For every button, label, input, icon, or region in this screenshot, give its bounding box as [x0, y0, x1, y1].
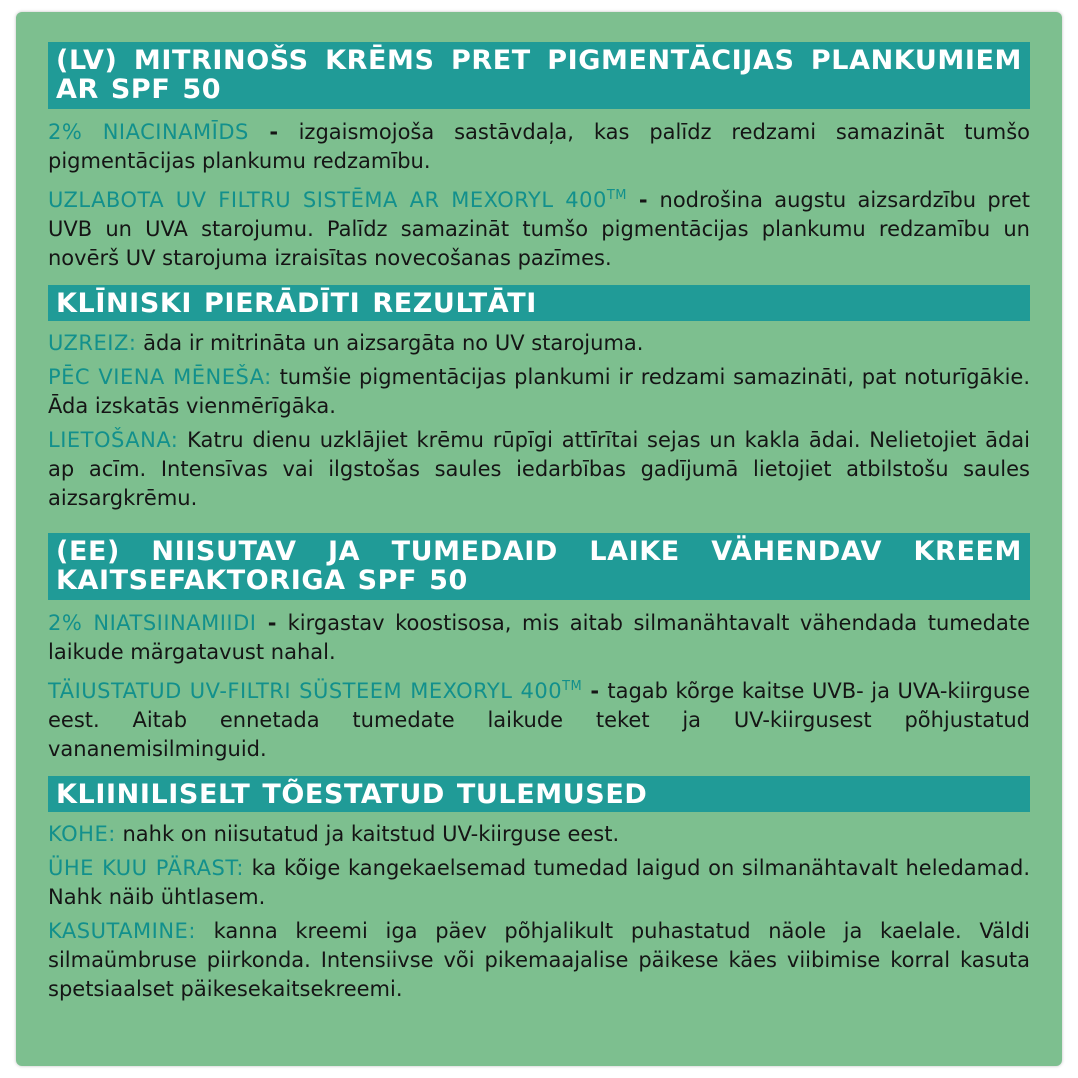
lv-title: (LV) MITRINOŠS KRĒMS PRET PIGMENTĀCIJAS PLANKUMIEM AR SPF 50 — [48, 42, 1030, 109]
lv-item-uv-filter-sep: - — [627, 188, 660, 212]
ee-item-niacinamide — [48, 609, 1030, 667]
lv-item-uv-filter-text: nodrošina augstu aizsardzību pret UVB un UVA starojumu. Palīdz samazināt tumšo pigmentācijas plankumu redzamību un novērš UV starojuma izraisītas novecošanas pazīmes. — [48, 188, 1030, 270]
lv-item-niacinamide-sep: - — [248, 120, 299, 144]
label-panel — [16, 12, 1062, 1066]
ee-item-uv-filter — [48, 672, 1030, 764]
lv-item-uv-filter — [48, 181, 1030, 273]
lv-result-usage-text: Katru dienu uzklājiet krēmu rūpīgi attīrītai sejas un kakla ādai. Nelietojiet ādai ap acīm. Intensīvas vai ilgstošas saules iedarbības gadījumā lietojiet atbilstošu saules aizsargkrēmu. — [48, 428, 1030, 510]
lv-item-niacinamide — [48, 118, 1030, 176]
ee-result-one-month-key: ÜHE KUU PÄRAST: — [48, 856, 244, 880]
lv-result-usage — [48, 426, 1030, 513]
ee-item-uv-filter-sep: - — [582, 679, 608, 703]
lv-result-one-month-key: PĒC VIENA MĒNEŠA: — [48, 365, 272, 389]
lv-item-uv-filter-tm: TM — [606, 188, 628, 203]
ee-results-title: KLIINILISELT TÕESTATUD TULEMUSED — [48, 776, 1030, 812]
lv-result-one-month-text: tumšie pigmentācijas plankumi ir redzami samazināti, pat noturīgākie. Āda izskatās vienmērīgāka. — [48, 365, 1030, 418]
ee-item-niacinamide-sep: - — [256, 611, 288, 635]
lv-item-niacinamide-key: 2% NIACINAMĪDS — [48, 120, 249, 144]
ee-item-uv-filter-tm: TM — [562, 679, 583, 694]
ee-result-usage — [48, 917, 1030, 1004]
lv-result-immediately-text: āda ir mitrināta un aizsargāta no UV starojuma. — [136, 331, 644, 355]
lv-item-niacinamide-text: izgaismojoša sastāvdaļa, kas palīdz redzami samazināt tumšo pigmentācijas plankumu redzamību. — [48, 120, 1030, 173]
ee-result-usage-key: KASUTAMINE: — [48, 919, 196, 943]
ee-item-uv-filter-key: TÄIUSTATUD UV-FILTRI SÜSTEEM MEXORYL 400 — [48, 679, 563, 703]
ee-result-usage-text: kanna kreemi iga päev põhjalikult puhastatud näole ja kaelale. Väldi silmaümbruse piirkonda. Intensiivse või pikemaajalise päikese käes viibimise korral kasuta spetsiaalset päikesekaitsekreemi. — [48, 919, 1030, 1001]
lv-result-usage-key: LIETOŠANA: — [48, 428, 179, 452]
ee-result-one-month-text: ka kõige kangekaelsemad tumedad laigud on silmanähtavalt heledamad. Nahk näib ühtlasem. — [48, 856, 1031, 909]
ee-item-niacinamide-text: kirgastav koostisosa, mis aitab silmanähtavalt vähendada tumedate laikude märgatavust nahal. — [48, 611, 1030, 664]
ee-title: (EE) NIISUTAV JA TUMEDAID LAIKE VÄHENDAV KREEM KAITSEFAKTORIGA SPF 50 — [48, 533, 1030, 600]
ee-result-immediately-text: nahk on niisutatud ja kaitstud UV-kiirguse eest. — [115, 822, 620, 846]
ee-result-one-month — [48, 854, 1030, 912]
ee-item-uv-filter-text: tagab kõrge kaitse UVB- ja UVA-kiirguse eest. Aitab ennetada tumedate laikude teket ja UV-kiirgusest põhjustatud vananemisilminguid. — [48, 679, 1030, 761]
ee-result-immediately — [48, 820, 1030, 849]
lv-item-uv-filter-key: UZLABOTA UV FILTRU SISTĒMA AR MEXORYL 400 — [48, 188, 607, 212]
ee-result-immediately-key: KOHE: — [48, 822, 116, 846]
ee-item-niacinamide-key: 2% NIATSIINAMIIDI — [48, 611, 257, 635]
lv-results-title: KLĪNISKI PIERĀDĪTI REZULTĀTI — [48, 285, 1030, 321]
lv-result-one-month — [48, 363, 1030, 421]
lv-result-immediately — [48, 329, 1030, 358]
lv-result-immediately-key: UZREIZ: — [48, 331, 137, 355]
label-content — [48, 42, 1030, 1004]
